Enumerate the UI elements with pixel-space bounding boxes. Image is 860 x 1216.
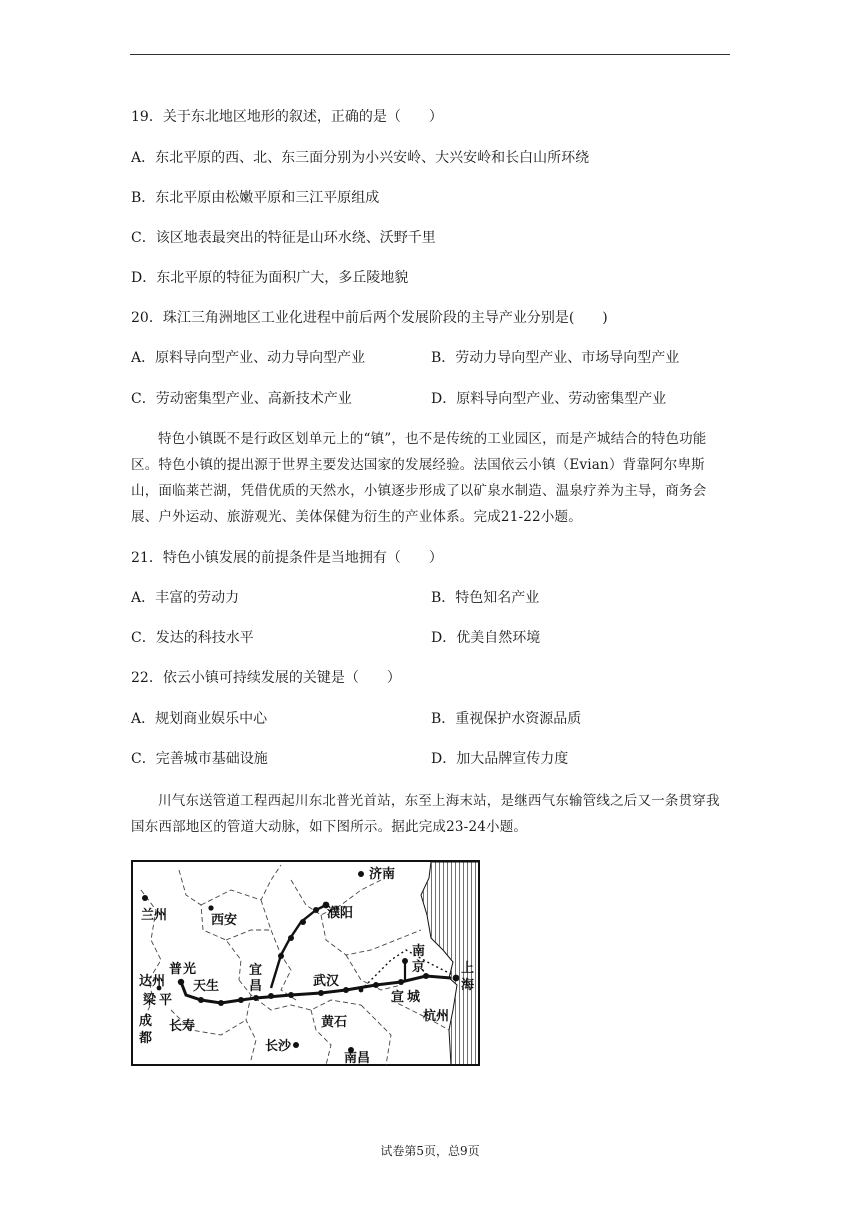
- label-wuhan: 武汉: [313, 974, 340, 989]
- label-chengdu-2: 都: [139, 1031, 153, 1046]
- q19-option-c: C．该区地表最突出的特征是山环水绕、沃野千里: [131, 230, 436, 246]
- q19-option-a: A．东北平原的西、北、东三面分别为小兴安岭、大兴安岭和长白山所环绕: [131, 150, 590, 166]
- label-nanjing-1: 南: [412, 944, 426, 959]
- label-liangping-1: 梁: [143, 993, 157, 1008]
- q21-option-b: B．特色知名产业: [431, 590, 540, 606]
- label-lanzhou: 兰州: [141, 908, 168, 923]
- q20-option-c: C．劳动密集型产业、高新技术产业: [131, 391, 352, 407]
- label-xian: 西安: [211, 913, 238, 928]
- label-xuancheng-1: 宣: [391, 990, 405, 1005]
- q19-option-d: D．东北平原的特征为面积广大，多丘陵地貌: [131, 270, 409, 286]
- label-chengdu-1: 成: [139, 1014, 153, 1029]
- pipeline-map: [131, 860, 481, 1066]
- label-tiansheng: 天生: [193, 979, 220, 994]
- q22-option-a: A．规划商业娱乐中心: [131, 711, 268, 727]
- label-jinan: 济南: [369, 867, 396, 882]
- label-hangzhou: 杭州: [423, 1009, 450, 1024]
- q19-stem: 19．关于东北地区地形的叙述，正确的是（ ）: [131, 109, 443, 125]
- q20-option-a: A．原料导向型产业、动力导向型产业: [131, 350, 366, 366]
- page-footer: 试卷第5页，总9页: [380, 1144, 480, 1158]
- label-liangping-2: 平: [159, 993, 173, 1008]
- header-rule: [130, 54, 730, 55]
- label-changsha: 长沙: [265, 1039, 292, 1054]
- q22-option-d: D．加大品牌宣传力度: [431, 751, 569, 767]
- reading-passage-1: 特色小镇既不是行政区划单元上的“镇”，也不是传统的工业园区，而是产城结合的特色功能区。特色小镇的提出源于世界主要发达国家的发展经验。法国依云小镇（Evian）背靠阿尔卑斯山，面临莱芒湖，凭借优质的天然水，小镇逐步形成了以矿泉水制造、温泉疗养为主导，商务会展、户外运动、旅游观光、美体保健为衍生的产业体系。完成21-22小题。: [131, 431, 707, 525]
- label-nanchang: 南昌: [344, 1051, 371, 1066]
- label-xuancheng-2: 城: [407, 990, 421, 1005]
- q21-stem: 21．特色小镇发展的前提条件是当地拥有（ ）: [131, 550, 443, 566]
- label-puguang-1: 普: [169, 962, 183, 977]
- q20-stem: 20．珠江三角洲地区工业化进程中前后两个发展阶段的主导产业分别是( ): [131, 310, 608, 326]
- q22-option-c: C．完善城市基础设施: [131, 751, 268, 767]
- q20-option-d: D．原料导向型产业、劳动密集型产业: [431, 391, 667, 407]
- q22-option-b: B．重视保护水资源品质: [431, 711, 582, 727]
- q19-option-b: B．东北平原由松嫩平原和三江平原组成: [131, 190, 380, 206]
- reading-passage-2: 川气东送管道工程西起川东北普光首站，东至上海末站，是继西气东输管线之后又一条贯穿我国东西部地区的管道大动脉，如下图所示。据此完成23-24小题。: [131, 793, 720, 835]
- label-huangshi: 黄石: [321, 1015, 348, 1030]
- label-shanghai-2: 海: [461, 978, 475, 993]
- label-shanghai-1: 上: [461, 961, 475, 976]
- label-yichang-1: 宜: [249, 963, 263, 978]
- label-changshou: 长寿: [169, 1019, 196, 1034]
- q20-option-b: B．劳动力导向型产业、市场导向型产业: [431, 350, 680, 366]
- label-dazhou: 达州: [139, 974, 166, 989]
- q22-stem: 22．依云小镇可持续发展的关键是（ ）: [131, 670, 401, 686]
- label-puyang: 濮阳: [327, 906, 354, 921]
- label-puguang-2: 光: [183, 962, 197, 977]
- label-nanjing-2: 京: [412, 960, 426, 975]
- q21-option-c: C．发达的科技水平: [131, 630, 254, 646]
- label-yichang-2: 昌: [249, 979, 263, 994]
- q21-option-a: A．丰富的劳动力: [131, 590, 240, 606]
- q21-option-d: D．优美自然环境: [431, 630, 541, 646]
